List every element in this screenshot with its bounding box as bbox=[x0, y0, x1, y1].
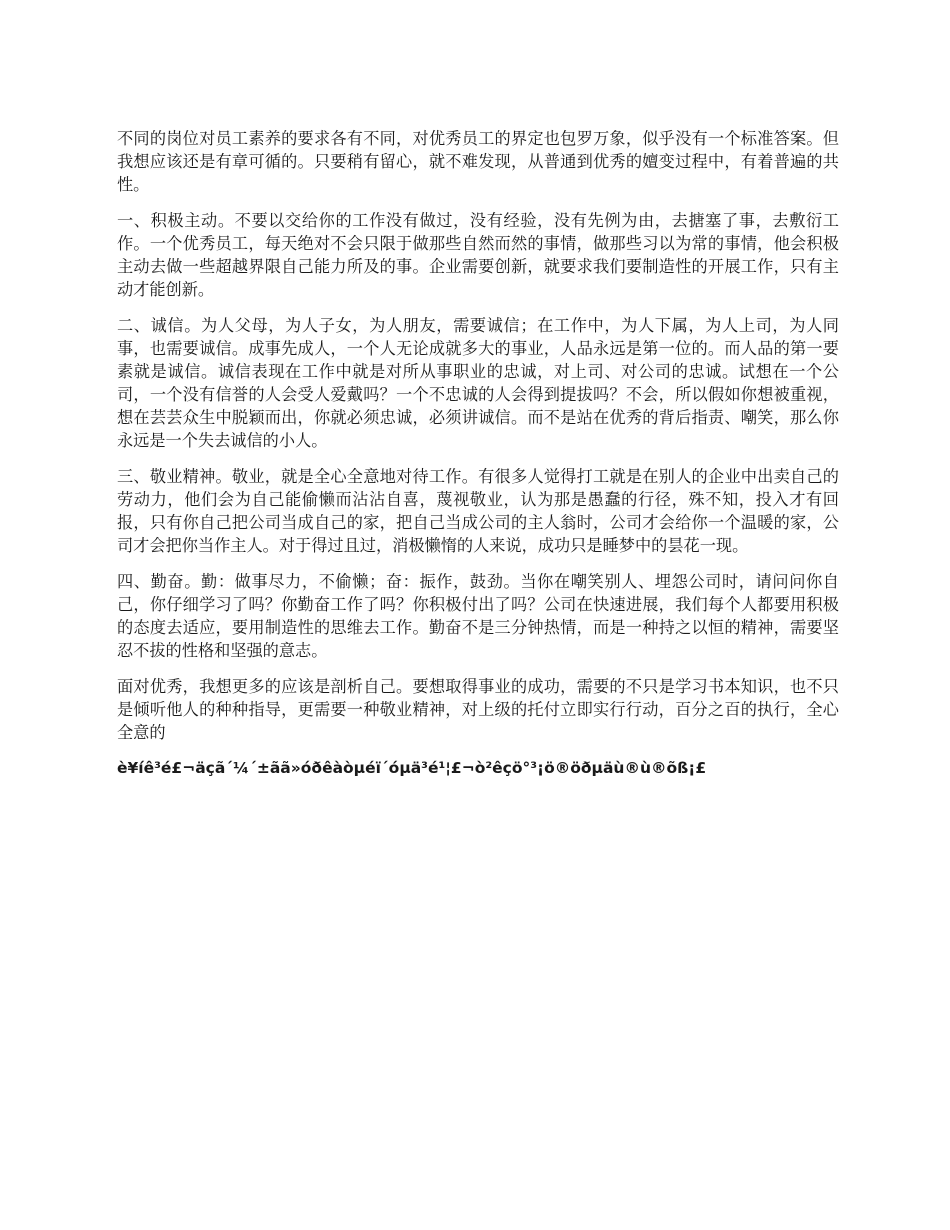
paragraph-proactive: 一、积极主动。不要以交给你的工作没有做过，没有经验，没有先例为由，去搪塞了事，去敷衍工作。一个优秀员工，每天绝对不会只限于做那些自然而然的事情，做那些习以为常的事情，他会积极主动去做一些超越界限自己能力所及的事。企业需要创新，就要求我们要制造性的开展工作，只有主动才能创新。 bbox=[117, 211, 839, 299]
paragraph-intro: 不同的岗位对员工素养的要求各有不同，对优秀员工的界定也包罗万象，似乎没有一个标准答案。但我想应该还是有章可循的。只要稍有留心，就不难发现，从普通到优秀的嬗变过程中，有着普遍的共性。 bbox=[117, 129, 839, 194]
garbled-text-line: è¥íê³é£¬äçã´¼´±ãã»óðêàòµéï´óµä³é¹¦£¬ò²êçö°³¡ö®öðµäù®ù®õß¡£ bbox=[117, 759, 707, 777]
paragraph-integrity: 二、诚信。为人父母，为人子女，为人朋友，需要诚信；在工作中，为人下属，为人上司，为人同事，也需要诚信。成事先成人，一个人无论成就多大的事业，人品永远是第一位的。而人品的第一要素就是诚信。诚信表现在工作中就是对所从事职业的忠诚，对上司、对公司的忠诚。试想在一个公司，一个没有信誉的人会受人爱戴吗？一个不忠诚的人会得到提拔吗？不会，所以假如你想被重视，想在芸芸众生中脱颖而出，你就必须忠诚，必须讲诚信。而不是站在优秀的背后指责、嘲笑，那么你永远是一个失去诚信的小人。 bbox=[117, 316, 839, 450]
document-body bbox=[117, 127, 839, 793]
paragraph-conclusion: 面对优秀，我想更多的应该是剖析自己。要想取得事业的成功，需要的不只是学习书本知识，也不只是倾听他人的种种指导，更需要一种敬业精神，对上级的托付立即实行行动，百分之百的执行，全心全意的 bbox=[117, 677, 839, 742]
paragraph-diligence: 四、勤奋。勤：做事尽力，不偷懒；奋：振作，鼓劲。当你在嘲笑别人、埋怨公司时，请问问你自己，你仔细学习了吗？你勤奋工作了吗？你积极付出了吗？公司在快速进展，我们每个人都要用积极的态度去适应，要用制造性的思维去工作。勤奋不是三分钟热情，而是一种持之以恒的精神，需要坚忍不拔的性格和坚强的意志。 bbox=[117, 572, 839, 660]
paragraph-dedication: 三、敬业精神。敬业，就是全心全意地对待工作。有很多人觉得打工就是在别人的企业中出卖自己的劳动力，他们会为自己能偷懒而沾沾自喜，蔑视敬业，认为那是愚蠢的行径，殊不知，投入才有回报，只有你自己把公司当成自己的家，把自己当成公司的主人翁时，公司才会给你一个温暖的家，公司才会把你当作主人。对于得过且过，消极懒惰的人来说，成功只是睡梦中的昙花一现。 bbox=[117, 467, 839, 555]
